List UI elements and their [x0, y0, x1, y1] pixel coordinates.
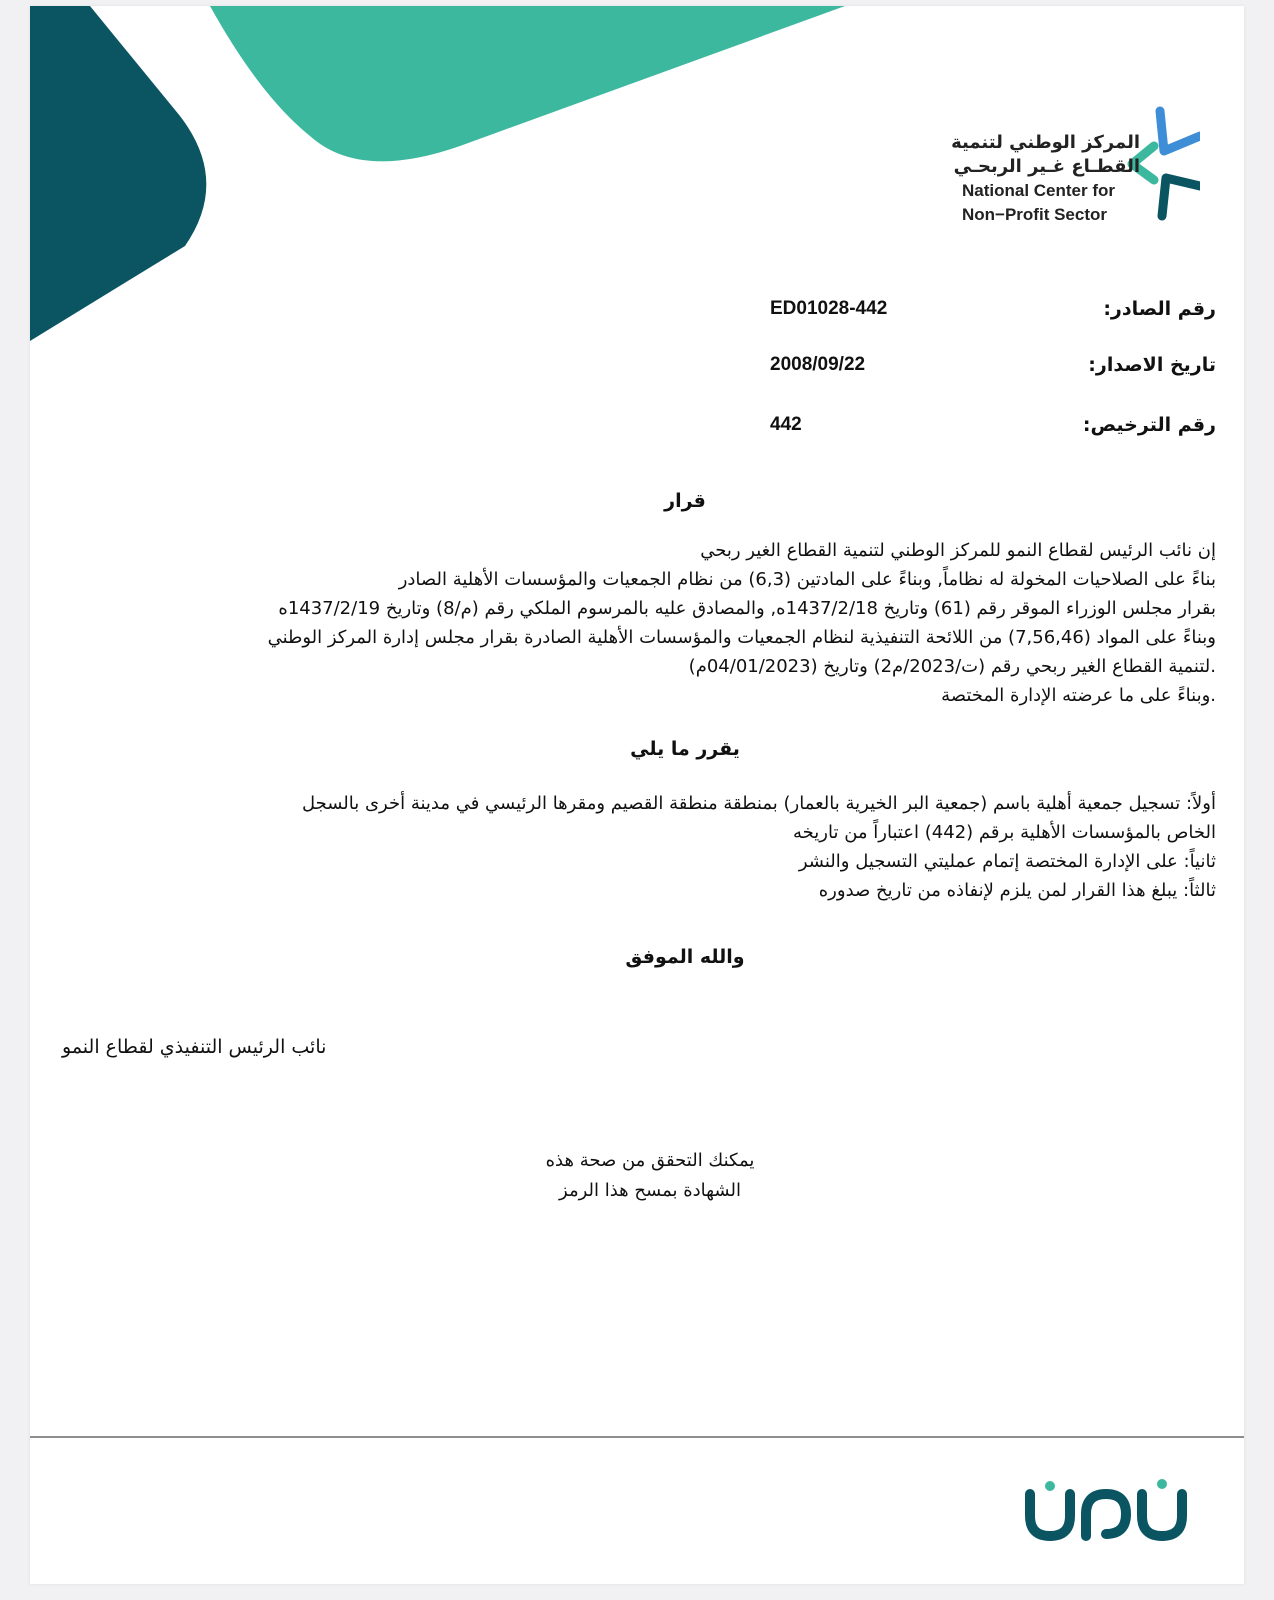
license-number-label: رقم الترخيص:	[1082, 414, 1216, 436]
org-name-ar-line1: المركز الوطني لتنمية	[951, 132, 1140, 153]
issue-number-label: رقم الصادر:	[1103, 298, 1216, 320]
resolves-line: أولاً: تسجيل جمعية أهلية باسم (جمعية البر الخيرية بالعمار) بمنطقة منطقة القصيم ومقرها الرئيسي في مدينة أخرى بالسجل	[301, 793, 1216, 814]
org-name-ar-line2: القطـاع غـير الربحـي	[953, 156, 1140, 177]
verify-line1: يمكنك التحقق من صحة هذه	[545, 1150, 755, 1171]
verify-note	[500, 1146, 800, 1206]
verify-line2: الشهادة بمسح هذا الرمز	[559, 1180, 741, 1201]
issue-date-value: 2008/09/22	[770, 354, 866, 375]
issue-date-label: تاريخ الاصدار:	[1088, 354, 1216, 376]
decision-line: بقرار مجلس الوزراء الموقر رقم (61) وتاريخ 1437/2/18ه, والمصادق عليه بالمرسوم الملكي رقم (م/8) وتاريخ 1437/2/19ه	[278, 598, 1216, 619]
decision-line: .وبناءً على ما عرضته الإدارة المختصة	[941, 685, 1216, 706]
issue-number-value: ED01028-442	[770, 298, 888, 319]
resolves-title: يقرر ما يلي	[630, 738, 740, 760]
org-name-en-line1: National Center for	[962, 181, 1116, 200]
decision-line: وبناءً على المواد (7,56,46) من اللائحة التنفيذية لنظام الجمعيات والمؤسسات الأهلية الصادرة بقرار مجلس إدارة المركز الوطني	[267, 627, 1216, 648]
closing-text: والله الموفق	[625, 946, 745, 968]
org-logo-text	[950, 131, 1140, 227]
decision-title: قرار	[664, 490, 706, 512]
license-number-value: 442	[770, 414, 802, 435]
decision-body	[76, 536, 1216, 710]
signer-title: نائب الرئيس التنفيذي لقطاع النمو	[62, 1036, 327, 1058]
light-green-shape	[210, 6, 845, 161]
decision-line: بناءً على الصلاحيات المخولة له نظاماً, وبناءً على المادتين (6,3) من نظام الجمعيات والمؤسسات الأهلية الصادر	[398, 569, 1216, 590]
issue-number-row	[30, 298, 1216, 332]
resolves-line: ثالثاً: يبلغ هذا القرار لمن يلزم لإنفاذه من تاريخ صدوره	[818, 880, 1216, 901]
resolves-body	[76, 789, 1216, 905]
footer-divider	[30, 1436, 1244, 1438]
resolves-line: ثانياً: على الإدارة المختصة إتمام عمليتي التسجيل والنشر	[798, 851, 1216, 872]
decision-line: إن نائب الرئيس لقطاع النمو للمركز الوطني لتنمية القطاع الغير ربحي	[700, 540, 1216, 561]
certificate-page	[30, 6, 1244, 1584]
org-name-en-line2: Non−Profit Sector	[962, 205, 1107, 224]
license-number-row	[30, 414, 1216, 448]
resolves-line: الخاص بالمؤسسات الأهلية برقم (442) اعتباراً من تاريخه	[793, 822, 1216, 843]
dark-teal-shape	[30, 6, 206, 341]
decision-line: .لتنمية القطاع الغير ربحي رقم (ت/2023/م2) وتاريخ (04/01/2023م)	[688, 656, 1216, 677]
issue-date-row	[30, 354, 1216, 388]
footer-brand-logo-icon	[1020, 1476, 1200, 1546]
